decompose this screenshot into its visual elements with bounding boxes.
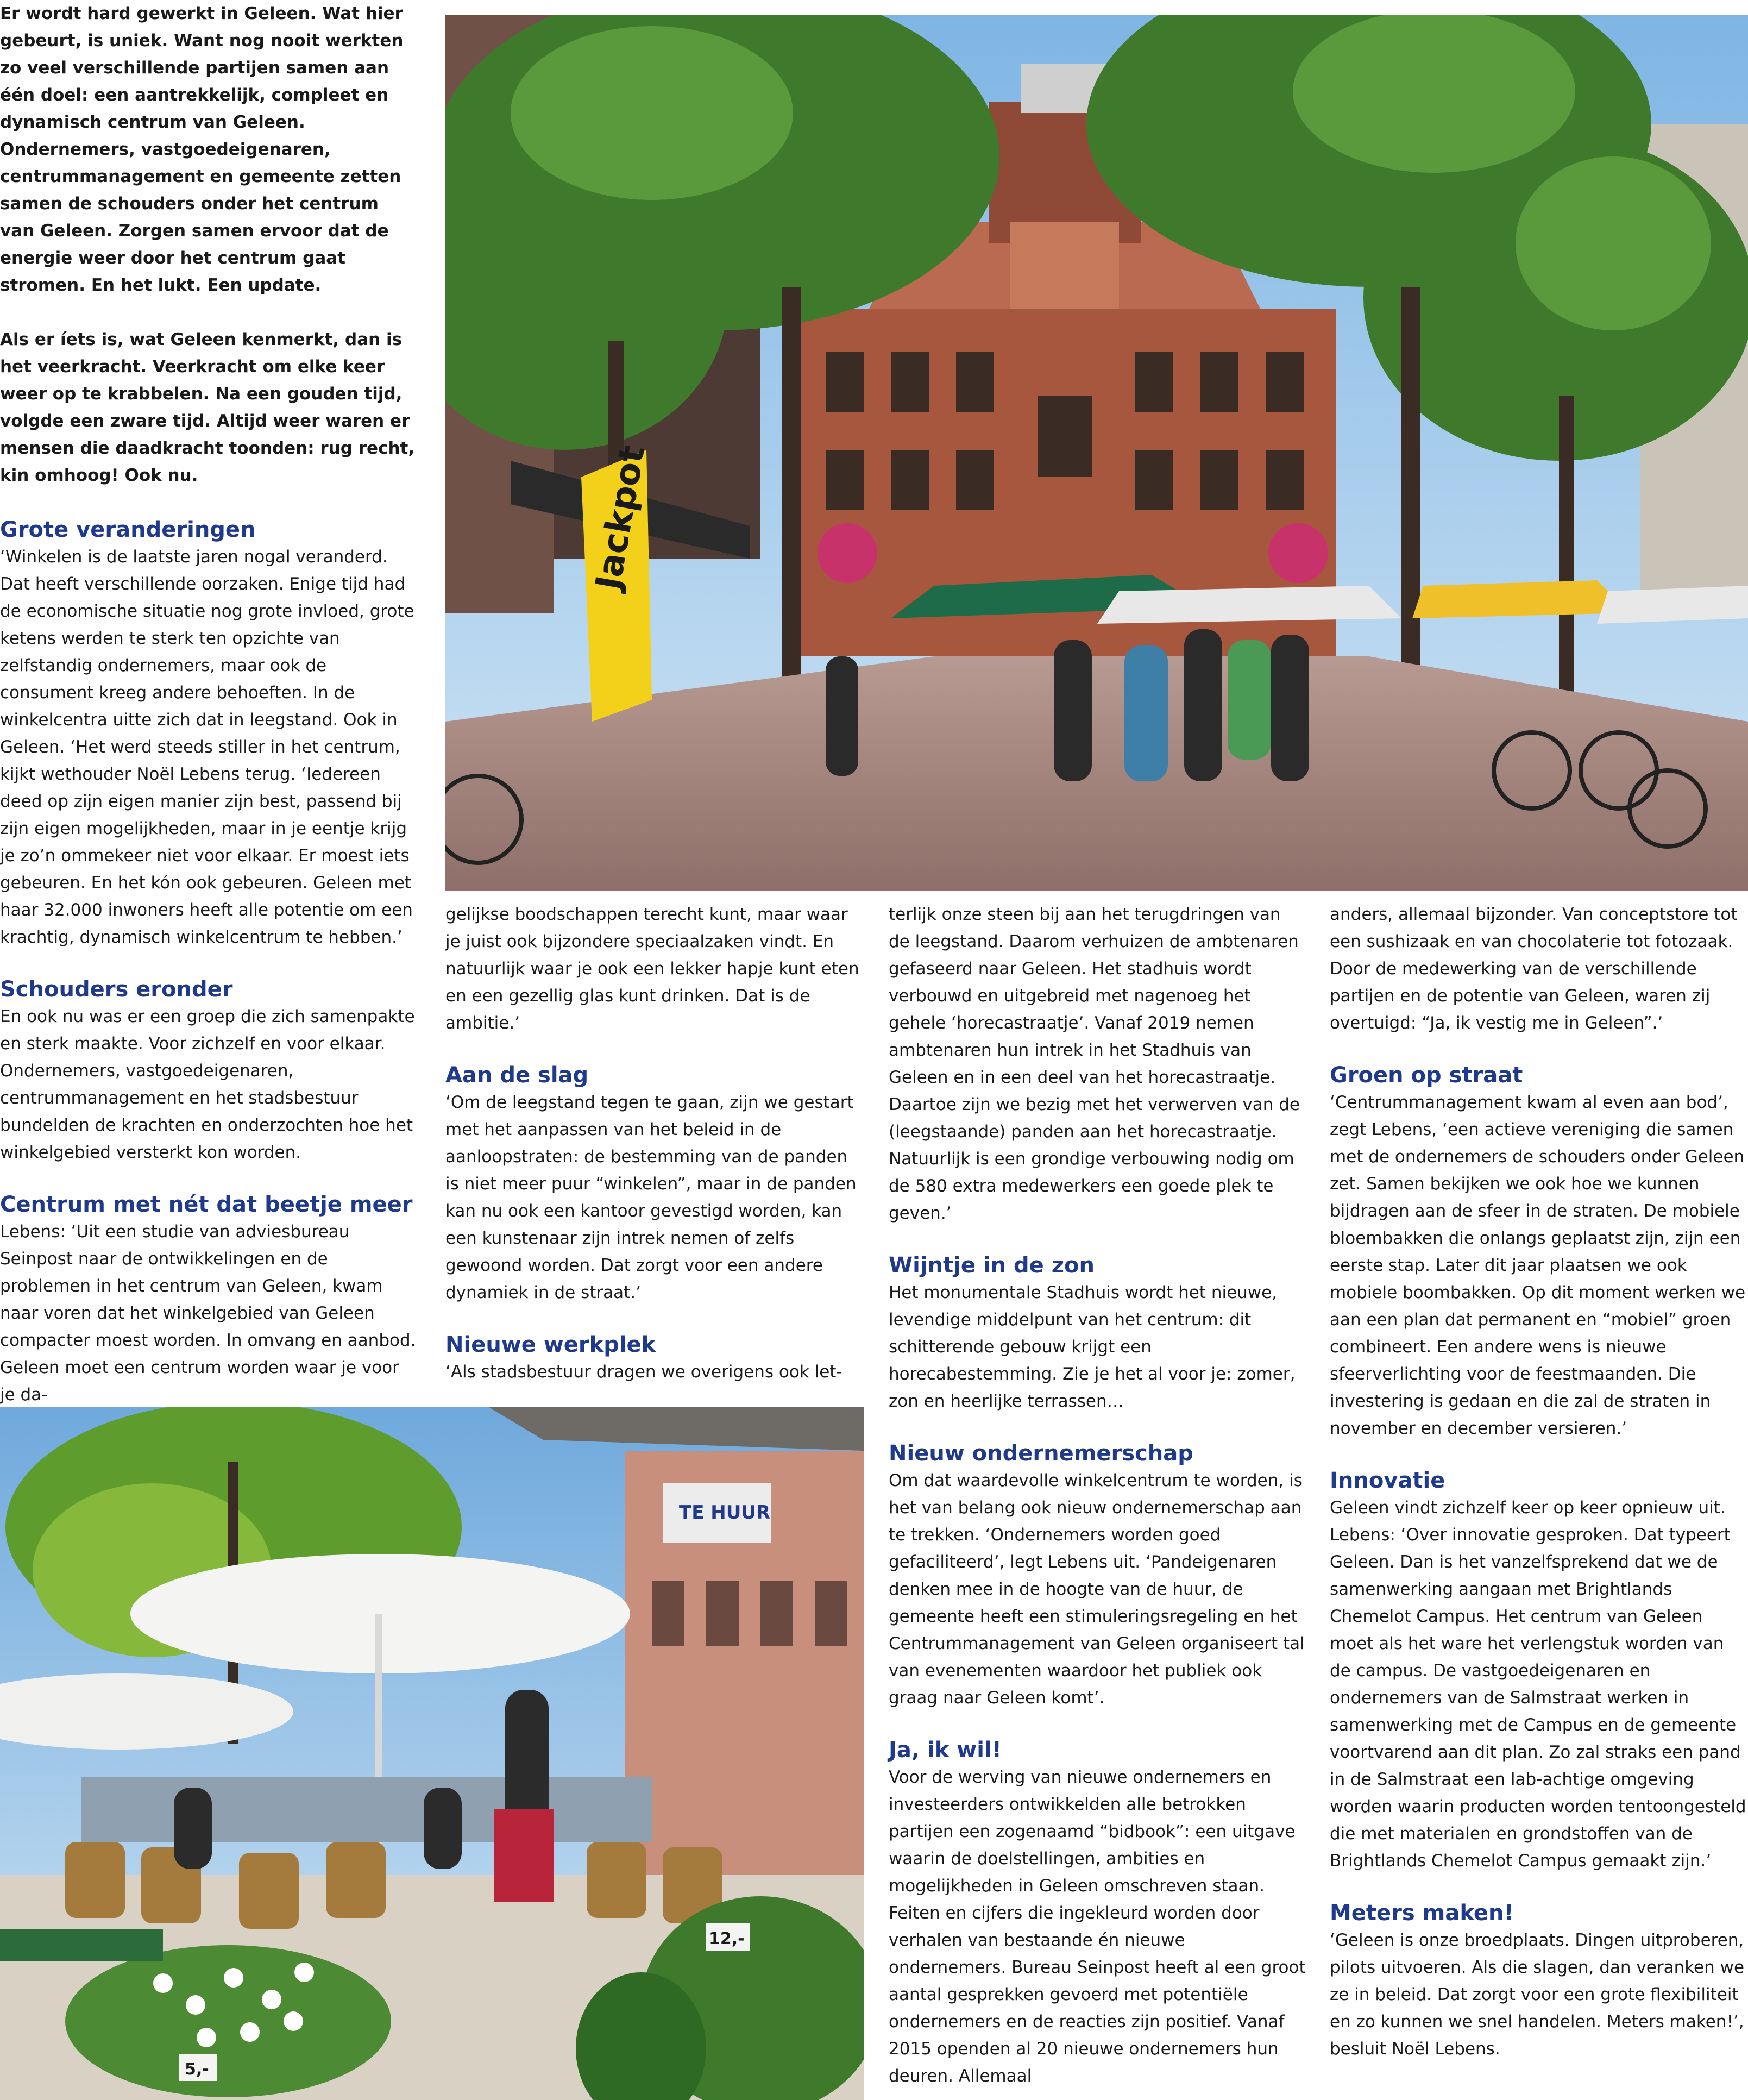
price-tag-2: 12,- bbox=[709, 1929, 745, 1948]
column-1 bbox=[0, 0, 417, 1408]
paragraph: terlijk onze steen bij aan het terugdringen van de leegstand. Daarom verhuizen de ambtenaren gefaseerd naar Geleen. Het stadhuis wordt verbouwd en uitgebreid met nagenoeg het gehele ‘horecastraatje’. Vanaf 2019 nemen ambtenaren hun intrek in het Stadhuis van Geleen en in een deel van het horecastraatje. bbox=[889, 905, 1299, 1087]
paragraph: Geleen vindt zichzelf keer op keer opnieuw uit. Lebens: ‘Over innovatie gesproken. Dat typeert Geleen. Dan is het vanzelfsprekend dat we de samenwerking aangaan met Brightlands Chemelot Campus. Het centrum van Geleen moet als het ware het verlengstuk worden van de campus. De vastgoedeigenaren en ondernemers van de Salmstraat werken in samenwerking met de Campus en de gemeente voortvarend aan dit plan. Zo zal straks een pand in de Salmstraat een lab-achtige omgeving worden waarin producten worden tentoongesteld die met materialen en grondstoffen van de Brightlands Chemelot Campus gemaakt zijn.’ bbox=[1330, 1498, 1746, 1871]
heading-centrum: Centrum met nét dat beetje meer bbox=[0, 1192, 413, 1217]
paragraph: Daartoe zijn we bezig met het verwerven van de (leegstaande) panden aan het horecastraatje. Natuurlijk is een grondige verbouwing nodig om de 580 extra medewerkers een goede plek te geven.’ bbox=[889, 1095, 1300, 1223]
sign-text: TE HUUR bbox=[679, 1502, 771, 1524]
paragraph: ‘Centrummanagement kwam al even aan bod’, zegt Lebens, ‘een actieve vereniging die samen met de ondernemers de schouders onder Geleen zet. Samen bekijken we ook hoe we kunnen bijdragen aan de sfeer in de straten. De mobiele bloembakken die onlangs geplaatst zijn, zijn een eerste stap. Later dit jaar plaatsen we ook mobiele boombakken. Op dit moment werken we aan een plan dat permanent en “mobiel” groen combineert. Een andere wens is nieuwe sfeerverlichting voor de feestmaanden. Die investering is gedaan en die zal de straten in november en december versieren.’ bbox=[1330, 1093, 1746, 1438]
photo-terrace bbox=[0, 1407, 864, 2100]
paragraph: Voor de werving van nieuwe ondernemers en investeerders ontwikkelden alle betrokken partijen een zogenaamd “bidbook”: een uitgave waarin de doelstellingen, ambities en mogelijkheden in Geleen omschreven staan. Feiten en cijfers die ingekleurd worden door verhalen van bestaande én nieuwe ondernemers. Bureau Seinpost heeft al een groot aantal gesprekken gevoerd met potentiële ondernemers en de reacties zijn positief. Vanaf 2015 openden al 20 nieuwe ondernemers hun deuren. Allemaal bbox=[889, 1767, 1306, 2086]
column-3 bbox=[889, 901, 1307, 2090]
heading-nieuwe-werkplek: Nieuwe werkplek bbox=[445, 1332, 656, 1357]
heading-grote-veranderingen: Grote veranderingen bbox=[0, 517, 256, 542]
photo-market-square bbox=[445, 15, 1748, 891]
heading-meters-maken: Meters maken! bbox=[1330, 1901, 1514, 1926]
paragraph: En ook nu was er een groep die zich samenpakte en sterk maakte. Voor zichzelf en voor elkaar. Ondernemers, vastgoedeigenaren, centrummanagement en het stadsbestuur bundelden de krachten en onderzochten hoe het winkelgebied versterkt kon worden. bbox=[0, 1007, 415, 1162]
column-2 bbox=[445, 901, 864, 1386]
paragraph: ‘Geleen is onze broedplaats. Dingen uitproberen, pilots uitvoeren. Als die slagen, dan veranken we ze in beleid. Dat zorgt voor een grote flexibiliteit en zo kunnen we snel handelen. Meters maken!’, besluit Noël Lebens. bbox=[1330, 1930, 1745, 2059]
paragraph: Om dat waardevolle winkelcentrum te worden, is het van belang ook nieuw ondernemerschap aan te trekken. ‘Ondernemers worden goed gefaciliteerd’, legt Lebens uit. ‘Pandeigenaren denken mee in de hoogte van de huur, de gemeente heeft een stimuleringsregeling en het Centrummanagement van Geleen organiseert tal van evenementen waardoor het publiek ook graag naar Geleen komt’. bbox=[889, 1471, 1305, 1708]
heading-nieuw-ondernemerschap: Nieuw ondernemerschap bbox=[889, 1441, 1193, 1466]
intro bbox=[0, 0, 417, 489]
paragraph: gelijkse boodschappen terecht kunt, maar waar je juist ook bijzondere speciaalzaken vindt. En natuurlijk waar je ook een lekker hapje kunt eten en een gezellig glas kunt drinken. Dat is de ambitie.’ bbox=[445, 905, 859, 1033]
heading-wijntje-in-de-zon: Wijntje in de zon bbox=[889, 1253, 1095, 1278]
intro-paragraph: Er wordt hard gewerkt in Geleen. Wat hier gebeurt, is uniek. Want nog nooit werkten zo veel verschillende partijen samen aan één doel: een aantrekkelijk, compleet en dynamisch centrum van Geleen. Ondernemers, vastgoedeigenaren, centrummanagement en gemeente zetten samen de schouders onder het centrum van Geleen. Zorgen samen ervoor dat de energie weer door het centrum gaat stromen. En het lukt. Een update. bbox=[0, 4, 404, 295]
heading-ja-ik-wil: Ja, ik wil! bbox=[889, 1738, 1002, 1763]
intro-paragraph: Als er íets is, wat Geleen kenmerkt, dan is het veerkracht. Veerkracht om elke keer weer op te krabbelen. Na een gouden tijd, volgde een zware tijd. Altijd weer waren er mensen die daadkracht toonden: rug recht, kin omhoog! Ook nu. bbox=[0, 330, 415, 485]
flag-text: Jackpot bbox=[588, 442, 653, 593]
paragraph: ‘Winkelen is de laatste jaren nogal veranderd. Dat heeft verschillende oorzaken. Enige tijd had de economische situatie nog grote invloed, grote ketens werden te sterk ten opzichte van zelfstandig ondernemers, maar ook de consument kreeg andere behoeften. In de winkelcentra uitte zich dat in leegstand. Ook in Geleen. ‘Het werd steeds stiller in het centrum, kijkt wethouder Noël Lebens terug. ‘Iedereen deed op zijn eigen manier zijn best, passend bij zijn eigen mogelijkheden, maar in je eentje krijg je zo’n ommekeer niet voor elkaar. Er moest iets gebeuren. En het kón ook gebeuren. Geleen met haar 32.000 inwoners heeft alle potentie om een krachtig, dynamisch winkelcentrum te hebben.’ bbox=[0, 547, 414, 947]
paragraph: Het monumentale Stadhuis wordt het nieuwe, levendige middelpunt van het centrum: dit schitterende gebouw krijgt een horecabestemming. Zie je het al voor je: zomer, zon en heerlijke terrassen… bbox=[889, 1283, 1296, 1411]
heading-innovatie: Innovatie bbox=[1330, 1468, 1445, 1493]
paragraph: anders, allemaal bijzonder. Van conceptstore tot een sushizaak en van chocolaterie tot fotozaak. Door de medewerking van de verschillende partijen en de potentie van Geleen, waren zij overtuigd: “Ja, ik vestig me in Geleen”.’ bbox=[1330, 905, 1738, 1033]
paragraph: Lebens: ‘Uit een studie van adviesbureau Seinpost naar de ontwikkelingen en de problemen in het centrum van Geleen, kwam naar voren dat het winkelgebied van Geleen compacter moest worden. In omvang en aanbod. Geleen moet een centrum worden waar je voor je da- bbox=[0, 1222, 416, 1405]
paragraph: ‘Om de leegstand tegen te gaan, zijn we gestart met het aanpassen van het beleid in de aanloopstraten: de bestemming van de panden is niet meer puur “winkelen”, maar in de panden kan nu ook een kantoor gevestigd worden, kan een kunstenaar zijn intrek nemen of zelfs gewoond worden. Dat zorgt voor een andere dynamiek in de straat.’ bbox=[445, 1093, 857, 1302]
heading-groen-op-straat: Groen op straat bbox=[1330, 1063, 1523, 1088]
heading-aan-de-slag: Aan de slag bbox=[445, 1063, 589, 1088]
heading-schouders-eronder: Schouders eronder bbox=[0, 977, 233, 1002]
price-tag-1: 5,- bbox=[185, 2060, 209, 2079]
column-4 bbox=[1330, 901, 1748, 2063]
paragraph: ‘Als stadsbestuur dragen we overigens ook let- bbox=[445, 1362, 842, 1382]
